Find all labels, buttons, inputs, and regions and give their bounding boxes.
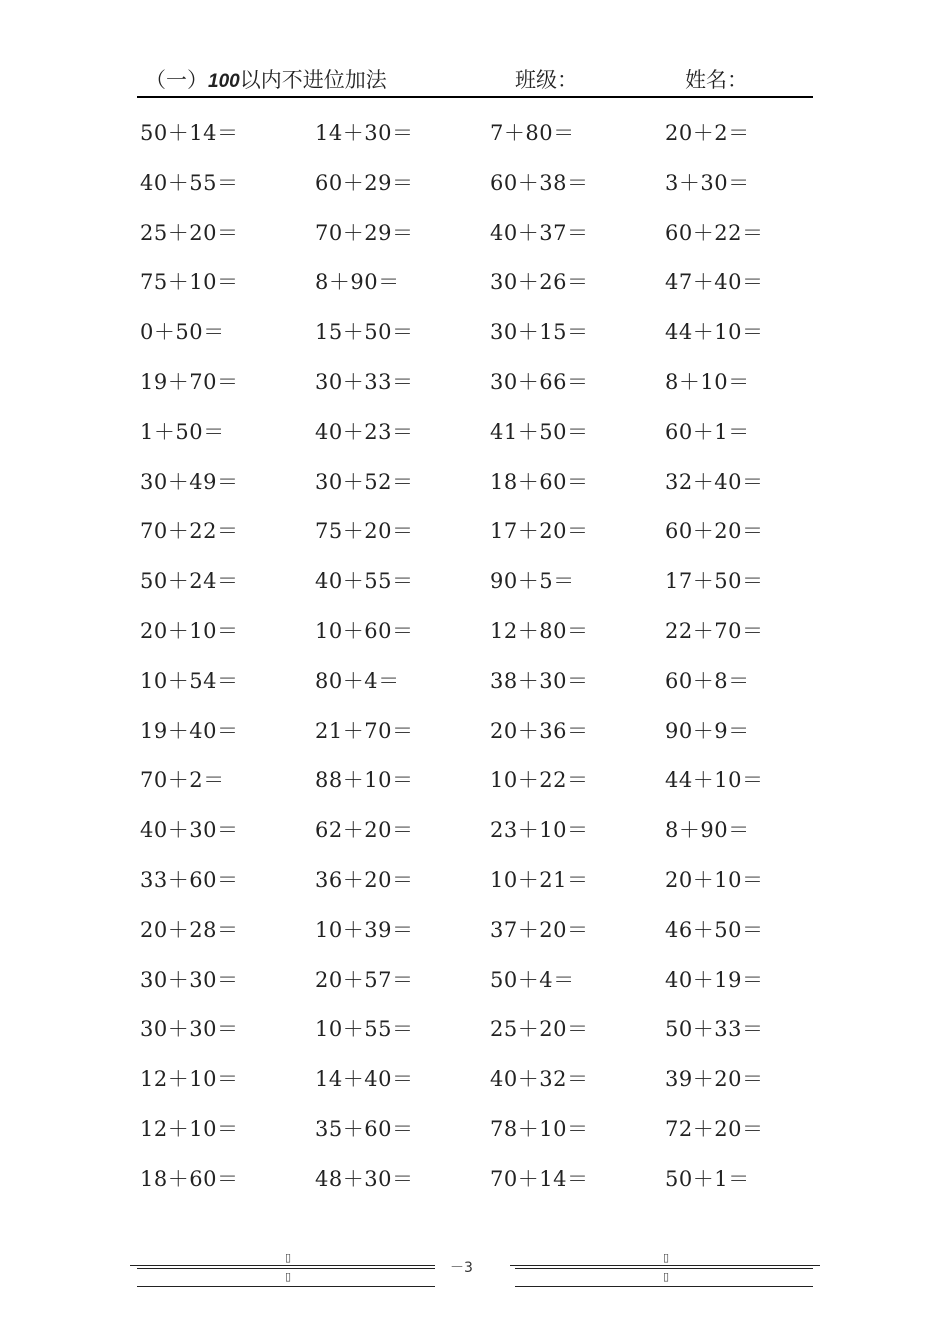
page-footer [0,1248,950,1298]
problem-item: 19＋40＝ [140,718,239,743]
problem-item: 18＋60＝ [490,469,589,494]
problem-item: 60＋38＝ [490,170,589,195]
problem-item: 30＋30＝ [140,1017,239,1042]
problem-item: 30＋30＝ [140,967,239,992]
problem-item: 72＋20＝ [665,1116,764,1141]
problem-item: 30＋52＝ [315,469,414,494]
problem-item: 20＋36＝ [490,718,589,743]
problem-item: 30＋33＝ [315,369,414,394]
problem-item: 78＋10＝ [490,1116,589,1141]
problem-item: 18＋60＝ [140,1166,239,1191]
problem-item: 25＋20＝ [490,1017,589,1042]
problem-row [140,314,840,364]
problem-row [140,364,840,414]
problem-row [140,713,840,763]
problem-row [140,1061,840,1111]
problem-item: 80＋4＝ [315,668,400,693]
problem-row [140,1011,840,1061]
problem-row [140,613,840,663]
problem-item: 10＋55＝ [315,1017,414,1042]
problem-item: 23＋10＝ [490,818,589,843]
problem-item: 30＋66＝ [490,369,589,394]
problem-item: 30＋26＝ [490,270,589,295]
problem-item: 40＋55＝ [315,569,414,594]
problem-item: 46＋50＝ [665,917,764,942]
problem-item: 14＋40＝ [315,1067,414,1092]
problem-item: 40＋19＝ [665,967,764,992]
problem-item: 10＋39＝ [315,917,414,942]
problem-item: 20＋10＝ [140,618,239,643]
problem-item: 12＋10＝ [140,1067,239,1092]
problem-item: 90＋5＝ [490,569,575,594]
problem-item: 38＋30＝ [490,668,589,693]
problem-item: 35＋60＝ [315,1116,414,1141]
problem-item: 0＋50＝ [140,320,225,345]
problem-item: 48＋30＝ [315,1166,414,1191]
problem-item: 21＋70＝ [315,718,414,743]
problem-item: 20＋28＝ [140,917,239,942]
problem-row [140,264,840,314]
page-number: －3 [450,1260,473,1276]
problem-item: 50＋33＝ [665,1017,764,1042]
problem-item: 20＋57＝ [315,967,414,992]
problem-row [140,464,840,514]
problem-item: 20＋2＝ [665,121,750,145]
problem-item: 40＋37＝ [490,220,589,245]
footer-rule [515,1286,813,1287]
problem-item: 7＋80＝ [490,121,575,145]
problem-item: 1＋50＝ [140,419,225,444]
footer-rule [130,1265,435,1266]
problem-item: 3＋30＝ [665,170,750,195]
footer-mark: ▯ [663,1251,670,1264]
problem-item: 44＋10＝ [665,768,764,793]
problem-item: 90＋9＝ [665,718,750,743]
problem-row [140,962,840,1012]
problem-item: 33＋60＝ [140,867,239,892]
problem-item: 20＋10＝ [665,867,764,892]
footer-mark: ▯ [285,1270,292,1283]
footer-rule [137,1268,435,1269]
problem-row [140,165,840,215]
title-number: 100 [208,71,240,92]
problem-item: 50＋1＝ [665,1166,750,1191]
problem-item: 8＋90＝ [665,818,750,843]
problem-row [140,912,840,962]
footer-rule [137,1286,435,1287]
worksheet-title [145,64,387,94]
problem-row [140,1111,840,1161]
problem-item: 30＋49＝ [140,469,239,494]
problem-item: 60＋22＝ [665,220,764,245]
problem-item: 17＋50＝ [665,569,764,594]
problem-row [140,414,840,464]
problem-item: 40＋32＝ [490,1067,589,1092]
problem-item: 75＋20＝ [315,519,414,544]
problem-item: 15＋50＝ [315,320,414,345]
problem-item: 10＋22＝ [490,768,589,793]
problem-row [140,513,840,563]
problem-item: 62＋20＝ [315,818,414,843]
footer-rule [510,1265,820,1266]
problem-item: 12＋80＝ [490,618,589,643]
problem-row [140,762,840,812]
problem-row [140,862,840,912]
title-suffix: 以内不进位加法 [239,68,387,92]
class-label: 班级： [515,68,578,92]
problem-item: 17＋20＝ [490,519,589,544]
problem-item: 12＋10＝ [140,1116,239,1141]
problem-item: 10＋60＝ [315,618,414,643]
problem-item: 50＋24＝ [140,569,239,594]
name-label: 姓名： [685,68,748,92]
problem-item: 32＋40＝ [665,469,764,494]
problem-item: 25＋20＝ [140,220,239,245]
problem-item: 30＋15＝ [490,320,589,345]
problem-item: 8＋10＝ [665,369,750,394]
problem-grid [140,115,840,1211]
problem-item: 70＋2＝ [140,768,225,793]
problem-item: 70＋22＝ [140,519,239,544]
problem-row [140,663,840,713]
problem-item: 41＋50＝ [490,419,589,444]
problem-item: 75＋10＝ [140,270,239,295]
problem-item: 37＋20＝ [490,917,589,942]
problem-item: 39＋20＝ [665,1067,764,1092]
problem-row [140,215,840,265]
title-prefix: （一） [145,68,208,92]
worksheet-header [137,58,813,98]
problem-row [140,812,840,862]
problem-item: 8＋90＝ [315,270,400,295]
problem-row [140,1161,840,1211]
problem-item: 19＋70＝ [140,369,239,394]
problem-item: 60＋1＝ [665,419,750,444]
problem-item: 10＋21＝ [490,867,589,892]
problem-item: 36＋20＝ [315,867,414,892]
problem-item: 40＋30＝ [140,818,239,843]
problem-item: 47＋40＝ [665,270,764,295]
problem-item: 88＋10＝ [315,768,414,793]
problem-item: 44＋10＝ [665,320,764,345]
problem-item: 70＋29＝ [315,220,414,245]
problem-item: 70＋14＝ [490,1166,589,1191]
problem-item: 60＋20＝ [665,519,764,544]
problem-row [140,115,840,165]
problem-item: 10＋54＝ [140,668,239,693]
problem-item: 40＋55＝ [140,170,239,195]
footer-mark: ▯ [663,1270,670,1283]
problem-item: 60＋8＝ [665,668,750,693]
problem-item: 50＋4＝ [490,967,575,992]
problem-row [140,563,840,613]
footer-rule [515,1268,813,1269]
problem-item: 22＋70＝ [665,618,764,643]
problem-item: 50＋14＝ [140,121,239,145]
problem-item: 40＋23＝ [315,419,414,444]
footer-mark: ▯ [285,1251,292,1264]
problem-item: 14＋30＝ [315,121,414,145]
problem-item: 60＋29＝ [315,170,414,195]
